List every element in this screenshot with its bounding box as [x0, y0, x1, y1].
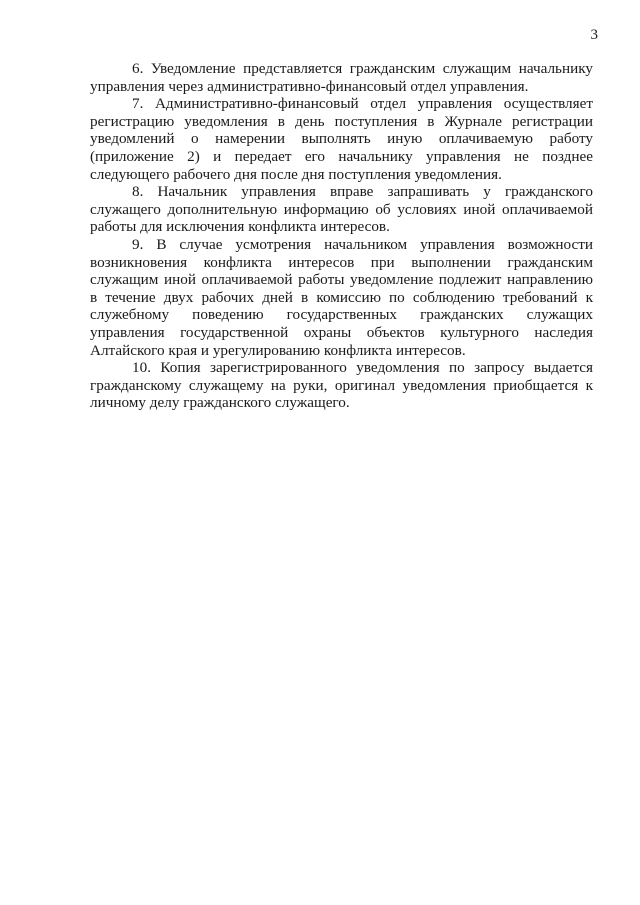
paragraph-8: 8. Начальник управления вправе запрашивать у гражданского служащего дополнительную информацию об условиях иной оплачиваемой работы для исключения конфликта интересов.	[90, 183, 593, 236]
document-body	[90, 60, 593, 412]
paragraph-6: 6. Уведомление представляется гражданским служащим начальнику управления через административно-финансовый отдел управления.	[90, 60, 593, 95]
paragraph-7: 7. Административно-финансовый отдел управления осуществляет регистрацию уведомления в день поступления в Журнале регистрации уведомлений о намерении выполнять иную оплачиваемую работу (приложение 2) и передает его начальнику управления не позднее следующего рабочего дня после дня поступления уведомления.	[90, 95, 593, 183]
paragraph-10: 10. Копия зарегистрированного уведомления по запросу выдается гражданскому служащему на руки, оригинал уведомления приобщается к личному делу гражданского служащего.	[90, 359, 593, 412]
paragraph-9: 9. В случае усмотрения начальником управления возможности возникновения конфликта интересов при выполнении гражданским служащим иной оплачиваемой работы уведомление подлежит направлению в течение двух рабочих дней в комиссию по соблюдению требований к служебному поведению государственных гражданских служащих управления государственной охраны объектов культурного наследия Алтайского края и урегулированию конфликта интересов.	[90, 235, 593, 359]
page-number: 3	[590, 27, 598, 43]
